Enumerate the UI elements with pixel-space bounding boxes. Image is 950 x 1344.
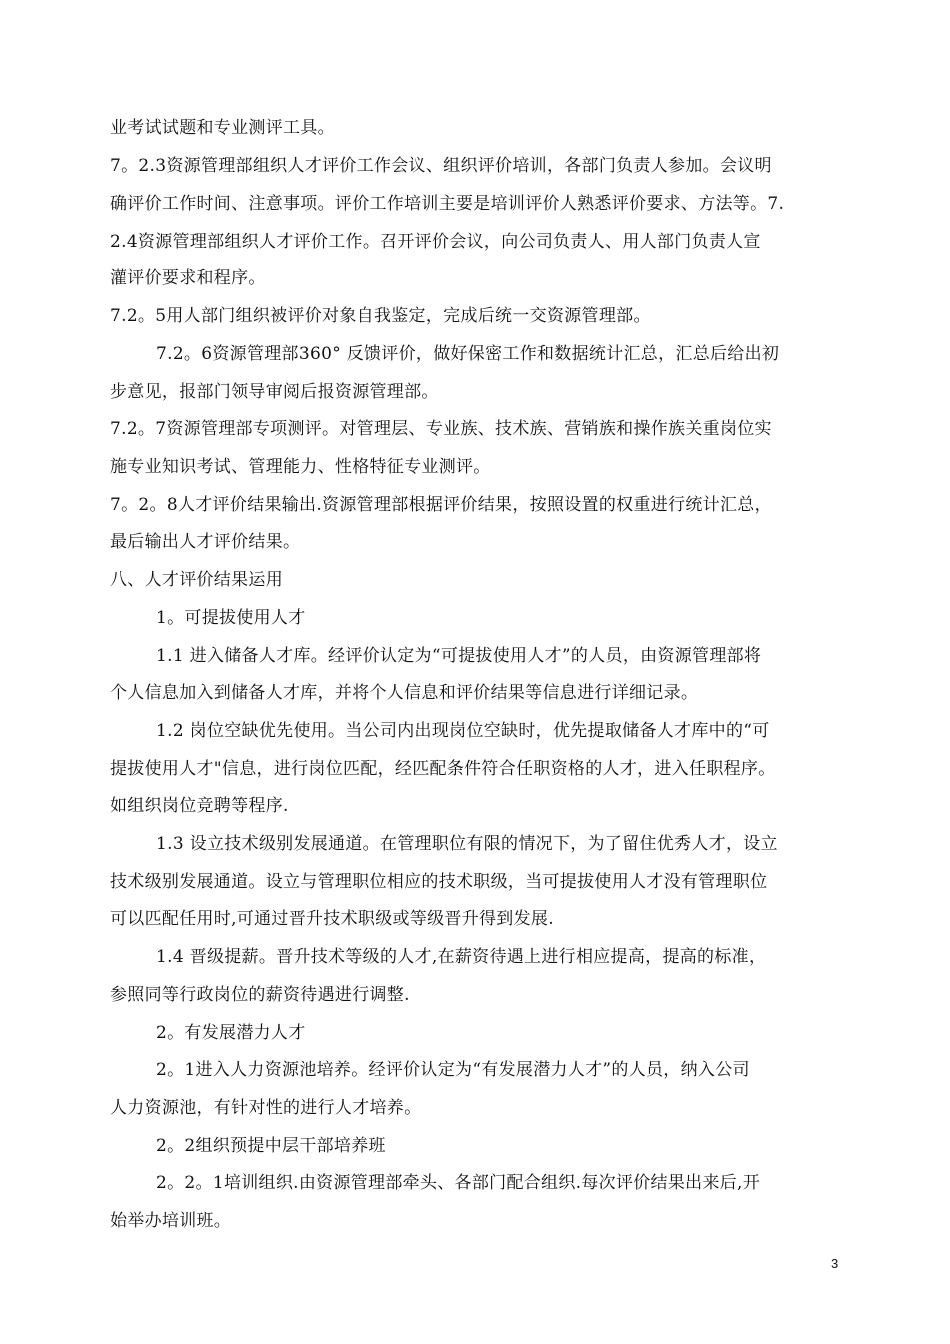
text-line-29: 2。2。1培训组织.由资源管理部牵头、各部门配合组织.每次评价结果出来后,开 xyxy=(156,1173,761,1193)
subsection-heading-1: 1。可提拔使用人才 xyxy=(156,608,306,628)
text-line-8: 步意见，报部门领导审阅后报资源管理部。 xyxy=(110,382,439,402)
text-line-12: 最后输出人才评价结果。 xyxy=(110,532,301,552)
text-line-6: 7.2。5用人部门组织被评价对象自我鉴定，完成后统一交资源管理部。 xyxy=(110,306,651,326)
text-line-19: 如组织岗位竞聘等程序. xyxy=(110,796,289,816)
section-heading: 八、人才评价结果运用 xyxy=(110,570,283,590)
text-line-15: 1.1 进入储备人才库。经评价认定为“可提拔使用人才”的人员，由资源管理部将 xyxy=(156,646,762,666)
text-line-17: 1.2 岗位空缺优先使用。当公司内出现岗位空缺时，优先提取储备人才库中的“可 xyxy=(156,721,770,741)
subsection-heading-2: 2。有发展潜力人才 xyxy=(156,1023,306,1043)
text-line-4: 2.4资源管理部组织人才评价工作。召开评价会议，向公司负责人、用人部门负责人宣 xyxy=(110,232,761,252)
text-line-22: 可以匹配任用时,可通过晋升技术职级或等级晋升得到发展. xyxy=(110,909,554,929)
text-line-20: 1.3 设立技术级别发展通道。在管理职位有限的情况下，为了留住优秀人才，设立 xyxy=(156,834,778,854)
text-line-2: 7。2.3资源管理部组织人才评价工作会议、组织评价培训，各部门负责人参加。会议明 xyxy=(110,156,772,176)
text-line-21: 技术级别发展通道。设立与管理职位相应的技术职级，当可提拔使用人才没有管理职位 xyxy=(110,872,768,892)
text-line-1: 业考试试题和专业测评工具。 xyxy=(110,118,335,138)
text-line-18: 提拔使用人才"信息，进行岗位匹配，经匹配条件符合任职资格的人才，进入任职程序。 xyxy=(110,759,776,779)
text-line-11: 7。2。8人才评价结果输出.资源管理部根据评价结果，按照设置的权重进行统计汇总， xyxy=(110,495,772,515)
text-line-26: 2。1进入人力资源池培养。经评价认定为“有发展潜力人才”的人员，纳入公司 xyxy=(156,1060,750,1080)
text-line-3: 确评价工作时间、注意事项。评价工作培训主要是培训评价人熟悉评价要求、方法等。7. xyxy=(110,194,785,214)
text-line-7: 7.2。6资源管理部360° 反馈评价，做好保密工作和数据统计汇总，汇总后给出初 xyxy=(156,344,780,364)
page-number: 3 xyxy=(831,1256,839,1271)
text-line-5: 灌评价要求和程序。 xyxy=(110,268,266,288)
text-line-23: 1.4 晋级提薪。晋升技术等级的人才,在薪资待遇上进行相应提高，提高的标准， xyxy=(156,947,767,967)
text-line-9: 7.2。7资源管理部专项测评。对管理层、专业族、技术族、营销族和操作族关重岗位实 xyxy=(110,419,772,439)
text-line-30: 始举办培训班。 xyxy=(110,1211,232,1231)
text-line-16: 个人信息加入到储备人才库，并将个人信息和评价结果等信息进行详细记录。 xyxy=(110,683,699,703)
text-line-10: 施专业知识考试、管理能力、性格特征专业测评。 xyxy=(110,457,491,477)
text-line-24: 参照同等行政岗位的薪资待遇进行调整. xyxy=(110,985,410,1005)
text-line-27: 人力资源池，有针对性的进行人才培养。 xyxy=(110,1098,422,1118)
text-line-28: 2。2组织预提中层干部培养班 xyxy=(156,1136,386,1156)
